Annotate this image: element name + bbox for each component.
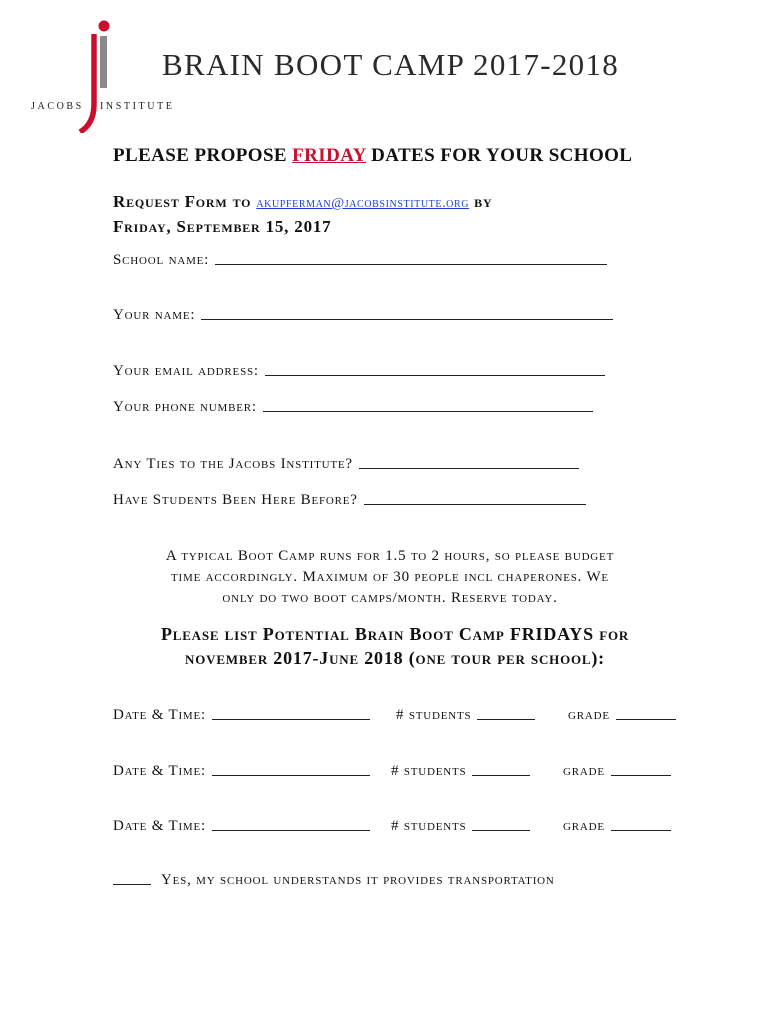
students-label: # students: [391, 818, 467, 834]
request-before: Request Form to: [113, 192, 257, 211]
grade-label: grade: [563, 763, 605, 779]
grade-label: grade: [568, 707, 610, 723]
transportation-acknowledgement: [113, 872, 555, 889]
field-label: Your name:: [113, 307, 196, 323]
date-label: Date & Time:: [113, 818, 206, 834]
field-label: Your phone number:: [113, 399, 257, 415]
grade-blank[interactable]: [611, 774, 671, 776]
field-label: Any Ties to the Jacobs Institute?: [113, 456, 353, 472]
logo-monogram-icon: [28, 18, 178, 133]
phone-number-blank[interactable]: [263, 410, 593, 412]
students-field: [396, 707, 535, 724]
propose-heading: [113, 145, 632, 167]
students-blank[interactable]: [472, 774, 530, 776]
date-label: Date & Time:: [113, 707, 206, 723]
propose-after: DATES FOR YOUR SCHOOL: [366, 145, 633, 166]
list-heading-line: november 2017-June 2018 (one tour per school):: [185, 648, 605, 668]
propose-before: PLEASE PROPOSE: [113, 145, 293, 166]
boot-camp-note: [100, 546, 680, 609]
request-deadline: Friday, September 15, 2017: [113, 217, 332, 236]
field-label: Have Students Been Here Before?: [113, 492, 358, 508]
students-label: # students: [391, 763, 467, 779]
field-your-name: [113, 307, 613, 324]
logo-word-institute: INSTITUTE: [100, 101, 175, 112]
date-time-blank[interactable]: [212, 829, 370, 831]
logo-word-jacobs: JACOBS: [31, 101, 84, 112]
students-blank[interactable]: [477, 718, 535, 720]
grade-field: [563, 763, 671, 780]
transportation-label: Yes, my school understands it provides transportation: [161, 872, 555, 888]
request-after: by: [469, 192, 493, 211]
ties-blank[interactable]: [359, 467, 579, 469]
students-label: # students: [396, 707, 472, 723]
grade-blank[interactable]: [611, 829, 671, 831]
grade-label: grade: [563, 818, 605, 834]
page-title: BRAIN BOOT CAMP 2017-2018: [162, 47, 620, 82]
field-ties-jacobs: [113, 456, 579, 473]
email-address-blank[interactable]: [265, 374, 605, 376]
note-line: only do two boot camps/month. Reserve today.: [222, 590, 558, 606]
field-label: Your email address:: [113, 363, 259, 379]
students-field: [391, 763, 530, 780]
been-here-blank[interactable]: [364, 503, 586, 505]
note-line: time accordingly. Maximum of 30 people incl chaperones. We: [171, 569, 609, 585]
students-blank[interactable]: [472, 829, 530, 831]
date-time-field: [113, 707, 370, 724]
date-time-field: [113, 818, 370, 835]
request-instructions: [113, 190, 492, 238]
date-label: Date & Time:: [113, 763, 206, 779]
list-heading-line: Please list Potential Brain Boot Camp FRIDAYS for: [160, 624, 630, 644]
grade-blank[interactable]: [616, 718, 676, 720]
field-phone-number: [113, 399, 593, 416]
date-time-blank[interactable]: [212, 718, 370, 720]
grade-field: [563, 818, 671, 835]
date-time-field: [113, 763, 370, 780]
field-label: School name:: [113, 252, 210, 268]
school-name-blank[interactable]: [215, 263, 607, 265]
email-link[interactable]: akupferman@jacobsinstitute.org: [256, 196, 470, 211]
field-email-address: [113, 363, 605, 380]
transportation-check-blank[interactable]: [113, 883, 151, 885]
grade-field: [568, 707, 676, 724]
your-name-blank[interactable]: [201, 318, 613, 320]
propose-friday-highlight: FRIDAY: [292, 145, 366, 166]
note-line: A typical Boot Camp runs for 1.5 to 2 hours, so please budget: [165, 548, 615, 564]
field-school-name: [113, 252, 607, 269]
potential-dates-heading: [90, 622, 700, 670]
students-field: [391, 818, 530, 835]
date-time-blank[interactable]: [212, 774, 370, 776]
field-students-been-here: [113, 492, 586, 509]
